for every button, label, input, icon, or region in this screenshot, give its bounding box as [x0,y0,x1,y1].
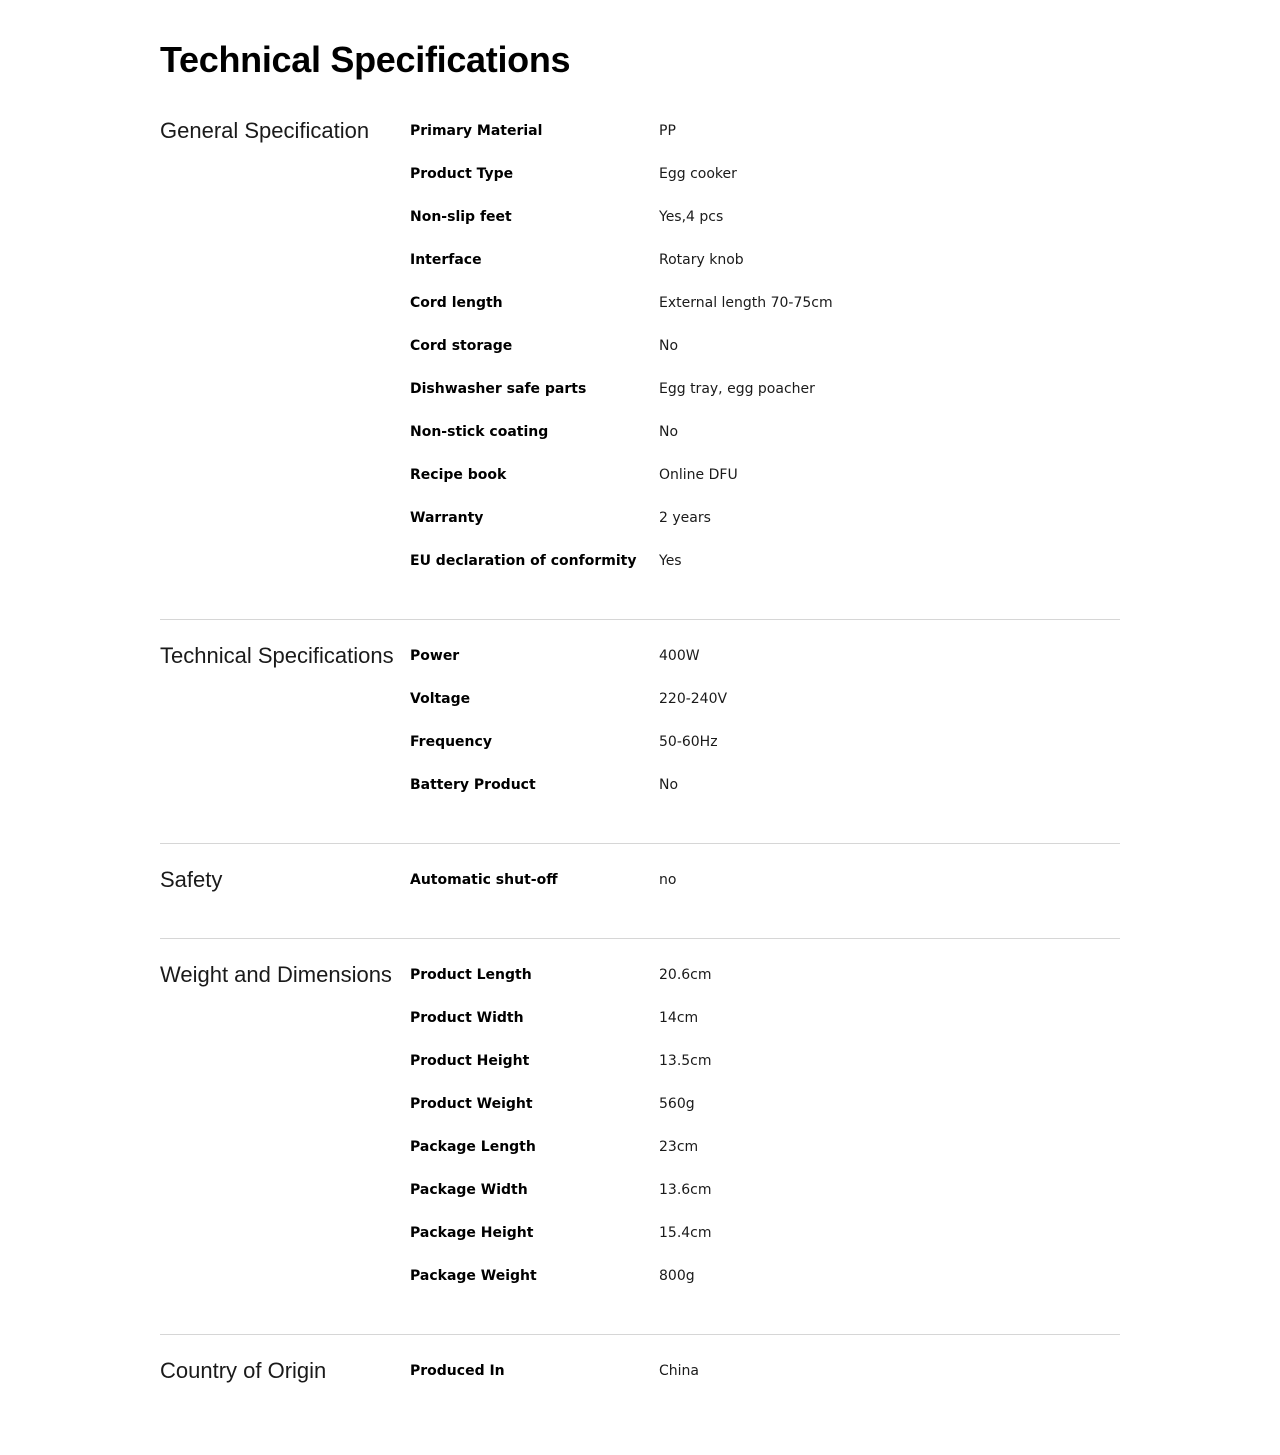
spec-list [410,646,1120,818]
spec-value: 50-60Hz [659,734,718,750]
spec-section [160,1335,1120,1429]
spec-list [410,121,1120,594]
spec-value: Egg cooker [659,166,737,182]
spec-row [410,1094,1120,1137]
spec-label: Package Height [410,1225,534,1241]
spec-row [410,336,1120,379]
spec-row [410,775,1120,818]
spec-row [410,646,1120,689]
spec-section [160,620,1120,844]
spec-label: Non-slip feet [410,209,512,225]
spec-value: External length 70-75cm [659,295,833,311]
spec-value: Yes,4 pcs [659,209,724,225]
spec-label: Interface [410,252,482,268]
spec-row [410,379,1120,422]
spec-label: Voltage [410,691,471,707]
section-title: General Specification [160,118,370,143]
spec-label: Product Weight [410,1096,533,1112]
spec-label: Recipe book [410,467,507,483]
spec-value: China [659,1363,699,1379]
spec-row [410,121,1120,164]
spec-row [410,465,1120,508]
spec-value: 220-240V [659,691,728,707]
spec-row [410,250,1120,293]
spec-row [410,1180,1120,1223]
spec-label: Product Length [410,967,532,983]
spec-label: Product Type [410,166,514,182]
spec-value: No [659,338,679,354]
spec-value: PP [659,123,676,139]
spec-value: 400W [659,648,700,664]
section-title: Safety [160,867,223,892]
spec-label: Primary Material [410,123,543,139]
spec-label: Frequency [410,734,492,750]
spec-value: no [659,872,677,888]
spec-label: Package Width [410,1182,528,1198]
section-title: Technical Specifications [160,643,394,668]
spec-value: Egg tray, egg poacher [659,381,815,397]
spec-label: Battery Product [410,777,536,793]
spec-label: Package Weight [410,1268,537,1284]
spec-label: Product Height [410,1053,530,1069]
spec-row [410,870,1120,913]
spec-value: 14cm [659,1010,699,1026]
spec-row [410,1223,1120,1266]
spec-list [410,1361,1120,1404]
spec-label: Product Width [410,1010,524,1026]
spec-label: Power [410,648,460,664]
spec-row [410,1008,1120,1051]
spec-row [410,164,1120,207]
spec-row [410,689,1120,732]
spec-label: Package Length [410,1139,536,1155]
spec-row [410,1137,1120,1180]
spec-label: Cord storage [410,338,513,354]
spec-value: 15.4cm [659,1225,712,1241]
spec-section [160,119,1120,620]
spec-value: 2 years [659,510,711,526]
spec-list [410,965,1120,1309]
spec-value: 13.6cm [659,1182,712,1198]
spec-row [410,207,1120,250]
spec-row [410,732,1120,775]
spec-section [160,844,1120,939]
spec-value: 800g [659,1268,695,1284]
spec-row [410,1051,1120,1094]
spec-value: 13.5cm [659,1053,712,1069]
spec-label: Warranty [410,510,484,526]
section-title: Country of Origin [160,1358,327,1383]
spec-value: No [659,777,679,793]
spec-row [410,1266,1120,1309]
spec-label: Non-stick coating [410,424,549,440]
spec-row [410,965,1120,1008]
section-title: Weight and Dimensions [160,962,392,987]
spec-sections [160,119,1120,1429]
spec-value: Online DFU [659,467,738,483]
spec-row [410,293,1120,336]
spec-label: EU declaration of conformity [410,553,637,569]
spec-row [410,551,1120,594]
spec-value: 20.6cm [659,967,712,983]
spec-label: Cord length [410,295,503,311]
spec-label: Dishwasher safe parts [410,381,587,397]
spec-value: 23cm [659,1139,699,1155]
page-title: Technical Specifications [160,39,571,80]
spec-value: 560g [659,1096,695,1112]
spec-value: Yes [659,553,682,569]
spec-label: Produced In [410,1363,505,1379]
spec-row [410,1361,1120,1404]
spec-list [410,870,1120,913]
spec-row [410,422,1120,465]
spec-page [160,0,1120,1429]
spec-row [410,508,1120,551]
spec-section [160,939,1120,1335]
spec-value: Rotary knob [659,252,744,268]
spec-value: No [659,424,679,440]
spec-label: Automatic shut-off [410,872,558,888]
